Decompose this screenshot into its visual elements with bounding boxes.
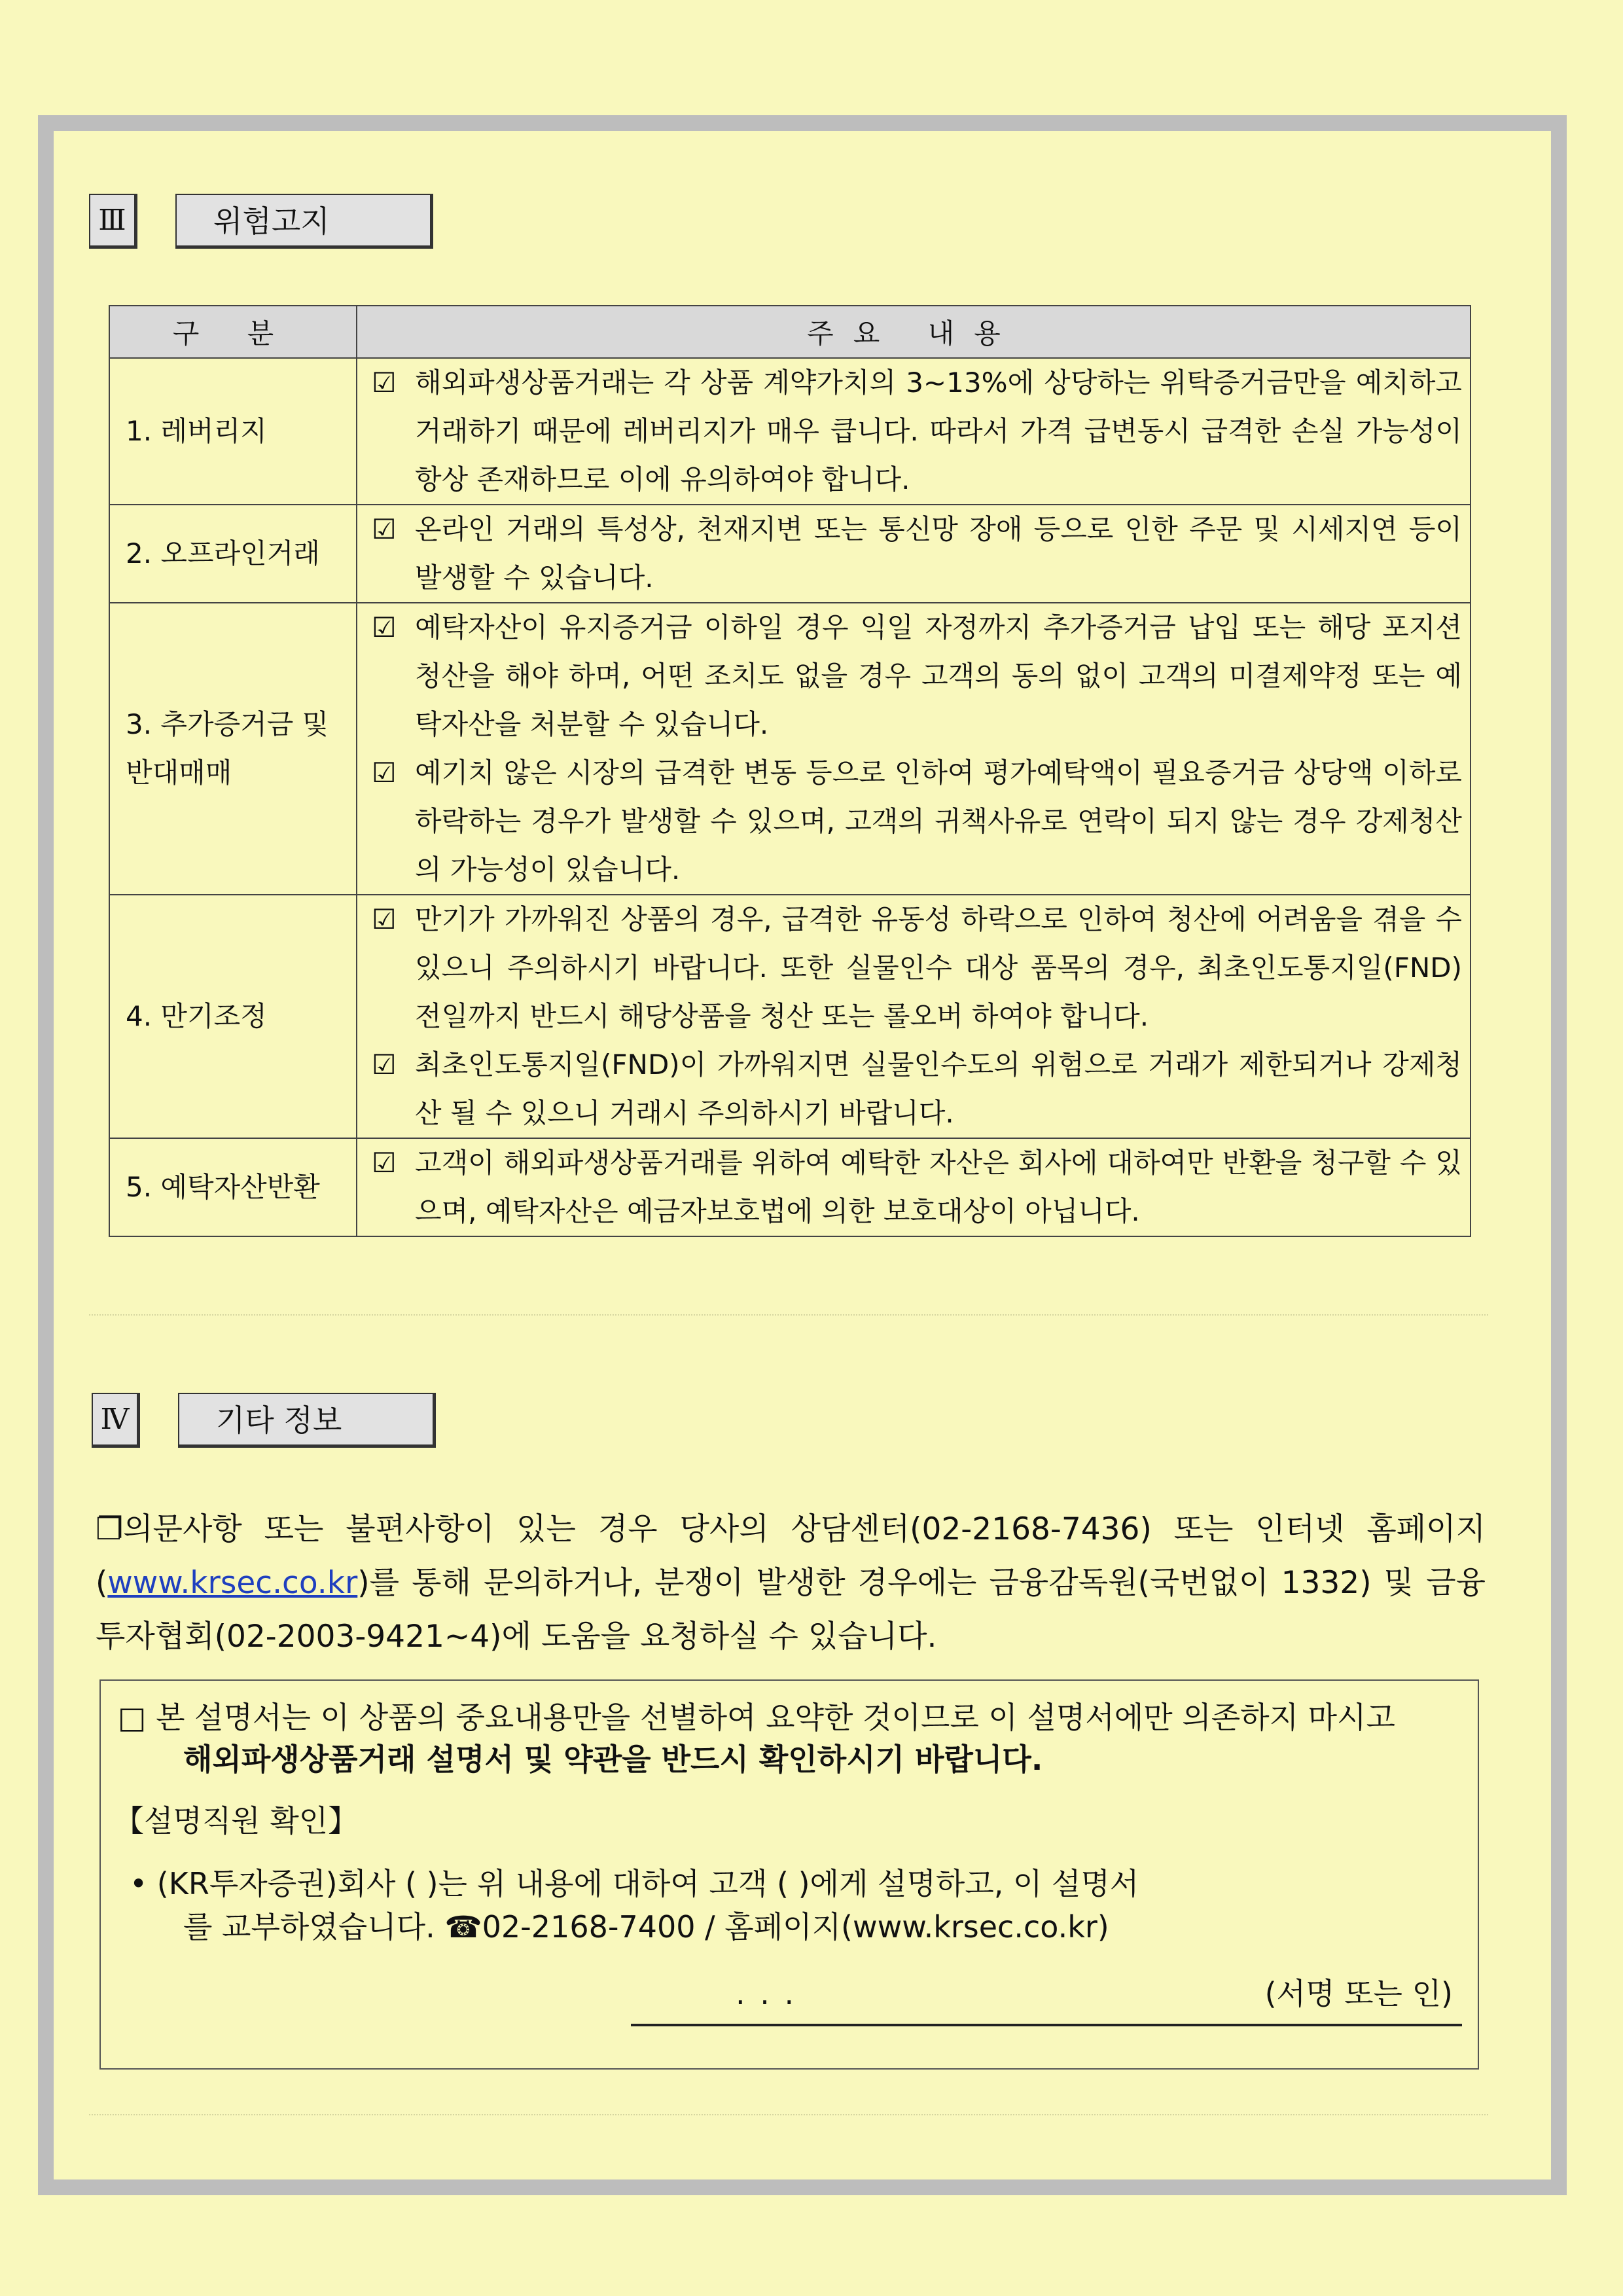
risk-item [372,505,1462,602]
risk-table-body [109,358,1471,1236]
risk-item-text: 온라인 거래의 특성상, 천재지변 또는 통신망 장애 등으로 인한 주문 및 시세지연 등이 발생할 수 있습니다. [415,513,1462,594]
notice-box [99,1679,1479,2070]
risk-category-label: 5. 예탁자산반환 [109,1138,357,1236]
risk-item-text: 예기치 않은 시장의 급격한 변동 등으로 인하여 평가예탁액이 필요증거금 상당액 이하로 하락하는 경우가 발생할 수 있으며, 고객의 귀책사유로 연락이 되지 않는 경우 강제청산의 가능성이 있습니다. [415,757,1462,886]
risk-item-text: 고객이 해외파생상품거래를 위하여 예탁한 자산은 회사에 대하여만 반환을 청구할 수 있으며, 예탁자산은 예금자보호법에 의한 보호대상이 아닙니다. [415,1147,1462,1227]
risk-item [372,749,1462,894]
table-header-row [109,306,1471,358]
risk-item [372,359,1462,504]
risk-category-label: 1. 레버리지 [109,358,357,505]
inquiry-text: ❐의문사항 또는 불편사항이 있는 경우 당사의 상담센터(02-2168-7436) 또는 인터넷 홈페이지( [96,1511,1486,1601]
table-row [109,358,1471,505]
header-category: 구 분 [109,306,357,358]
risk-item [372,895,1462,1041]
risk-content-cell [357,603,1471,895]
table-row [109,1138,1471,1236]
checkbox-checked-icon: ☑ [372,1049,397,1081]
risk-content-cell [357,895,1471,1138]
risk-table [109,305,1471,1237]
table-row [109,603,1471,895]
section-4-number: Ⅳ [92,1393,140,1448]
inquiry-text-end: )를 통해 문의하거나, 분쟁이 발생한 경우에는 금융감독원(국번없이 1332) 및 금융투자협회(02-2003-9421~4)에 도움을 요청하실 수 있습니다. [96,1565,1486,1655]
table-row [109,505,1471,603]
risk-item [372,603,1462,749]
signature-line[interactable] [631,2024,1462,2026]
risk-item-text: 해외파생상품거래는 각 상품 계약가치의 3~13%에 상당하는 위탁증거금만을 예치하고 거래하기 때문에 레버리지가 매우 큽니다. 따라서 가격 급변동시 급격한 손실 가능성이 항상 존재하므로 이에 유의하여야 합니다. [415,367,1462,495]
risk-category-label: 4. 만기조정 [109,895,357,1138]
confirm-line-1: • (KR투자증권)회사 ( )는 위 내용에 대하여 고객 ( )에게 설명하고, 이 설명서 [130,1866,1139,1901]
risk-item [372,1139,1462,1236]
header-content: 주요 내용 [357,306,1471,358]
divider-bottom [89,2114,1488,2115]
confirm-heading: 【설명직원 확인】 [114,1803,359,1839]
risk-item [372,1041,1462,1138]
checkbox-checked-icon: ☑ [372,757,397,789]
risk-item-text: 만기가 가까워진 상품의 경우, 급격한 유동성 하락으로 인하여 청산에 어려움을 겪을 수 있으니 주의하시기 바랍니다. 또한 실물인수 대상 품목의 경우, 최초인도통지일(FND) 전일까지 반드시 해당상품을 청산 또는 롤오버 하여야 합니다. [415,903,1462,1032]
risk-item-text: 예탁자산이 유지증거금 이하일 경우 익일 자정까지 추가증거금 납입 또는 해당 포지션 청산을 해야 하며, 어떤 조치도 없을 경우 고객의 동의 없이 고객의 미결제약정 또는 예탁자산을 처분할 수 있습니다. [415,611,1462,740]
checkbox-checked-icon: ☑ [372,513,397,545]
inquiry-paragraph [96,1503,1486,1664]
table-row [109,895,1471,1138]
checkbox-checked-icon: ☑ [372,611,397,643]
section-3-number: Ⅲ [89,194,137,249]
notice-line-2: 해외파생상품거래 설명서 및 약관을 반드시 확인하시기 바랍니다. [183,1742,1043,1777]
date-field[interactable]: . . . [736,1976,797,2011]
risk-category-label: 2. 오프라인거래 [109,505,357,603]
risk-content-cell [357,1138,1471,1236]
checkbox-checked-icon: ☑ [372,367,397,399]
confirm-line-2: 를 교부하였습니다. ☎02-2168-7400 / 홈페이지(www.krsec.co.kr) [183,1909,1109,1945]
homepage-link[interactable]: www.krsec.co.kr [107,1565,358,1601]
risk-category-label: 3. 추가증거금 및 반대매매 [109,603,357,895]
checkbox-checked-icon: ☑ [372,903,397,935]
checkbox-checked-icon: ☑ [372,1147,397,1179]
divider [89,1314,1488,1316]
section-4-title: 기타 정보 [178,1393,436,1448]
section-3-title: 위험고지 [175,194,433,249]
signature-label: (서명 또는 인) [1264,1976,1453,2011]
risk-item-text: 최초인도통지일(FND)이 가까워지면 실물인수도의 위험으로 거래가 제한되거나 강제청산 될 수 있으니 거래시 주의하시기 바랍니다. [415,1049,1462,1129]
risk-content-cell [357,505,1471,603]
risk-content-cell [357,358,1471,505]
notice-line-1: □ 본 설명서는 이 상품의 중요내용만을 선별하여 요약한 것이므로 이 설명서에만 의존하지 마시고 [118,1700,1395,1735]
